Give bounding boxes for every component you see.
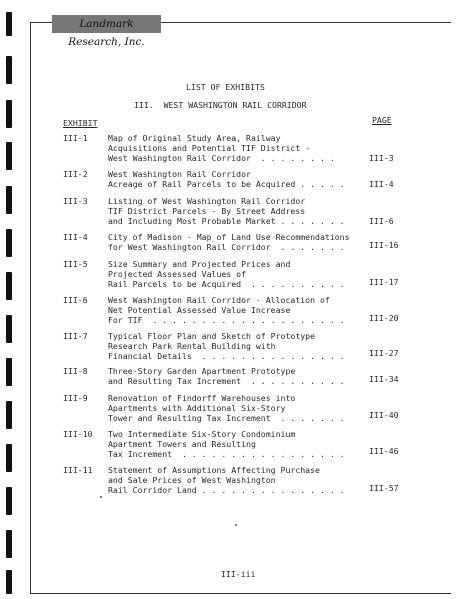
exhibit-title-line: Research Park Rental Building with (108, 341, 276, 351)
binding-mark (6, 315, 12, 343)
exhibit-page: III-46 (369, 446, 399, 456)
exhibit-page: III-40 (369, 410, 399, 420)
exhibit-title-line: Apartments with Additional Six-Story (108, 403, 286, 413)
exhibit-title-line: City of Madison - Map of Land Use Recommendations (108, 232, 350, 242)
exhibit-page: III-20 (369, 313, 399, 323)
exhibit-page: III-34 (369, 374, 399, 384)
exhibit-page: III-57 (369, 483, 399, 493)
binding-mark (6, 401, 12, 429)
exhibit-page: III-4 (369, 179, 394, 189)
binding-mark (6, 358, 12, 386)
exhibit-title-line: Net Potential Assessed Value Increase (108, 305, 291, 315)
exhibit-number: III-1 (63, 133, 88, 143)
exhibit-number: III-9 (63, 393, 88, 403)
binding-mark (6, 570, 12, 594)
scan-speck (100, 496, 102, 498)
exhibit-title-line: For TIF . . . . . . . . . . . . . . . . . . . . (108, 315, 345, 325)
exhibit-number: III-6 (63, 295, 88, 305)
exhibit-title-line: Financial Details . . . . . . . . . . . . . . . (108, 351, 345, 361)
exhibit-number: III-2 (63, 169, 88, 179)
exhibit-title-line: West Washington Rail Corridor (108, 169, 251, 179)
exhibit-title-line: Apartment Towers and Resulting (108, 439, 256, 449)
exhibit-number: III-4 (63, 232, 88, 242)
exhibit-title-line: Listing of West Washington Rail Corridor (108, 196, 306, 206)
exhibit-title-line: Acquisitions and Potential TIF District - (108, 143, 311, 153)
document-title: LIST OF EXHIBITS (186, 82, 265, 92)
exhibit-title-line: Rail Parcels to be Acquired . . . . . . . . . . (108, 279, 345, 289)
exhibit-title-line: Tax Increment . . . . . . . . . . . . . . . . . (108, 449, 345, 459)
scan-speck (235, 524, 237, 526)
exhibit-page: III-6 (369, 216, 394, 226)
exhibit-page: III-16 (369, 240, 399, 250)
exhibit-number: III-5 (63, 259, 88, 269)
exhibit-title-line: Projected Assessed Values of (108, 269, 247, 279)
exhibit-number: III-10 (63, 429, 93, 439)
exhibit-title-line: Tower and Resulting Tax Increment . . . . . . . (108, 413, 345, 423)
exhibit-title-line: Statement of Assumptions Affecting Purchase (108, 465, 320, 475)
exhibit-page: III-17 (369, 277, 399, 287)
exhibit-number: III-8 (63, 366, 88, 376)
page-column-header: PAGE (372, 115, 392, 125)
exhibit-title-line: and Resulting Tax Increment . . . . . . . . . . (108, 376, 345, 386)
exhibit-title-line: West Washington Rail Corridor - Allocation of (108, 295, 330, 305)
binding-mark (6, 444, 12, 472)
exhibit-title-line: Renovation of Findorff Warehouses into (108, 393, 296, 403)
exhibit-page: III-3 (369, 153, 394, 163)
binding-mark (6, 229, 12, 257)
exhibit-title-line: Typical Floor Plan and Sketch of Prototype (108, 331, 316, 341)
binding-mark (6, 186, 12, 214)
section-subtitle: III. WEST WASHINGTON RAIL CORRIDOR (134, 100, 307, 110)
exhibit-title-line: and Including Most Probable Market . . . . . . . (108, 216, 345, 226)
exhibit-page: III-27 (369, 348, 399, 358)
exhibit-number: III-11 (63, 465, 93, 475)
binding-mark (6, 56, 12, 84)
binding-mark (6, 530, 12, 558)
exhibit-title-line: West Washington Rail Corridor . . . . . . . . (108, 153, 335, 163)
binding-mark (6, 12, 12, 36)
exhibit-title-line: Two Intermediate Six-Story Condominium (108, 429, 296, 439)
binding-mark (6, 487, 12, 515)
exhibit-title-line: Three-Story Garden Apartment Prototype (108, 366, 296, 376)
binding-mark (6, 142, 12, 170)
binding-mark (6, 100, 12, 128)
exhibit-title-line: and Sale Prices of West Washington (108, 475, 276, 485)
exhibit-number: III-3 (63, 196, 88, 206)
exhibit-column-header: EXHIBIT (63, 118, 98, 128)
letterhead-logo: Landmark Research, Inc. (52, 15, 161, 33)
exhibit-title-line: TIF District Parcels - By Street Address (108, 206, 306, 216)
exhibit-title-line: Map of Original Study Area, Railway (108, 133, 281, 143)
exhibit-title-line: Size Summary and Projected Prices and (108, 259, 291, 269)
page-number: III-iii (221, 569, 256, 579)
binding-mark (6, 272, 12, 300)
exhibit-title-line: Rail Corridor Land . . . . . . . . . . . . . . . (108, 485, 345, 495)
exhibit-number: III-7 (63, 331, 88, 341)
exhibit-title-line: Acreage of Rail Parcels to be Acquired . . . . . (108, 179, 345, 189)
exhibit-title-line: for West Washington Rail Corridor . . . . . . . (108, 242, 345, 252)
